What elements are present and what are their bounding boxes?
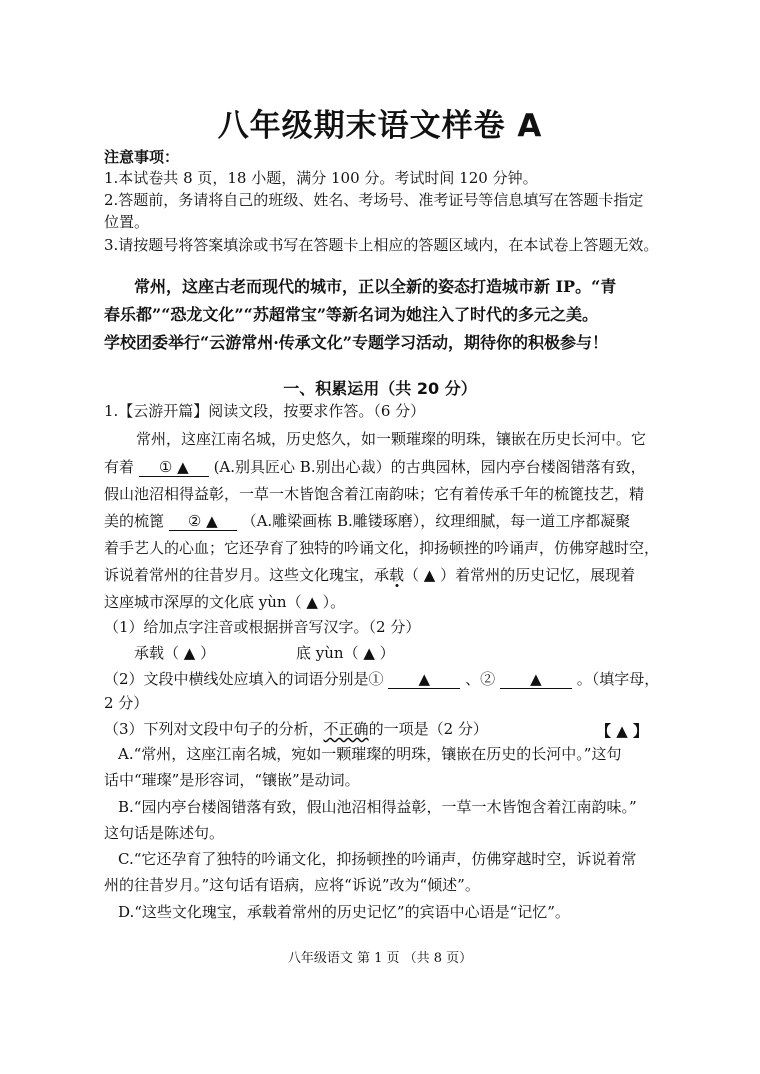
sub-question-2 (104, 666, 659, 693)
option-a-line-1: A.“常州，这座江南名城，宛如一颗璀璨的明珠，镶嵌在历史的长河中。”这句 (118, 745, 622, 763)
passage-line-6 (104, 562, 635, 589)
passage-text: 有着 (104, 458, 135, 476)
page-title: 八年级期末语文样卷 A (217, 108, 543, 144)
blank-1[interactable]: ① ▲ (139, 458, 209, 477)
sub-question-3 (104, 716, 488, 743)
sub2-blank-1[interactable]: ▲ (388, 670, 460, 689)
emphasis-text: 不正确 (323, 720, 369, 738)
intro-line-3: 学校团委举行“云游常州·传承文化”专题学习活动，期待你的积极参与！ (104, 333, 608, 352)
sub-question-1-answer-b[interactable]: 底 yùn（ ▲ ） (296, 644, 395, 662)
sub-question-text: 的一项是（2 分） (368, 720, 488, 738)
option-c-line-1: C.“它还孕育了独特的吟诵文化，抑扬顿挫的吟诵声，仿佛穿越时空，诉说着常 (118, 850, 637, 868)
option-c-line-2: 州的往昔岁月。”这句话有语病，应将“诉说”改为“倾述”。 (104, 876, 480, 894)
sub-question-text: 。（填字母， (576, 670, 660, 688)
passage-line-5: 着手艺人的心血；它还孕育了独特的吟诵文化，抑扬顿挫的吟诵声，仿佛穿越时空， (104, 539, 660, 557)
passage-line-4 (104, 508, 630, 535)
question-1-stem: 1.【云游开篇】阅读文段，按要求作答。（6 分） (104, 402, 426, 420)
notes-item-1: 1.本试卷共 8 页，18 小题，满分 100 分。考试时间 120 分钟。 (104, 169, 538, 187)
option-d: D.“这些文化瑰宝，承载着常州的历史记忆”的宾语中心语是“记忆”。 (118, 903, 570, 921)
section-heading: 一、积累运用（共 20 分） (283, 379, 477, 398)
sub-question-text: （2）文段中横线处应填入的词语分别是① (104, 670, 384, 688)
notes-item-3: 3.请按题号将答案填涂或书写在答题卡上相应的答题区域内，在本试卷上答题无效。 (104, 236, 659, 254)
sub-question-2-score: 2 分） (104, 694, 149, 712)
sub-question-1-answer-a[interactable]: 承载（ ▲ ） (134, 644, 216, 662)
notes-item-2b: 位置。 (104, 213, 150, 231)
sub-question-1: （1）给加点字注音或根据拼音写汉字。（2 分） (104, 618, 421, 636)
passage-line-3: 假山池沼相得益彰，一草一木皆饱含着江南韵味；它有着传承千年的梳篦技艺，精 (104, 485, 645, 503)
intro-line-2: 春乐都”“恐龙文化”“苏超常宝”等新名词为她注入了时代的多元之美。 (104, 305, 599, 324)
passage-text: (A.别具匠心 B.别出心裁）的古典园林，园内亭台楼阁错落有致， (213, 458, 646, 476)
passage-text: 美的梳篦 (104, 512, 165, 530)
passage-line-7: 这座城市深厚的文化底 yùn（ ▲ ）。 (104, 593, 346, 611)
option-b-line-2: 这句话是陈述句。 (104, 824, 225, 842)
notes-heading: 注意事项： (104, 148, 180, 166)
sub-question-text: （3）下列对文段中句子的分析， (104, 720, 324, 738)
passage-text: 诉说着常州的往昔岁月。这些文化瑰宝，承 (104, 566, 390, 584)
option-b-line-1: B.“园内亭台楼阁错落有致，假山池沼相得益彰，一草一木皆饱含着江南韵味。” (118, 798, 637, 816)
blank-2[interactable]: ② ▲ (169, 512, 237, 531)
page-footer: 八年级语文 第 1 页 （共 8 页） (287, 951, 473, 966)
passage-line-2 (104, 454, 646, 481)
dotted-char: 载 (389, 566, 405, 584)
passage-text: （A.雕梁画栋 B.雕镂琢磨），纹理细腻，每一道工序都凝聚 (241, 512, 631, 530)
intro-line-1: 常州，这座古老而现代的城市，正以全新的姿态打造城市新 IP。“青 (134, 277, 617, 296)
sub2-blank-2[interactable]: ▲ (500, 670, 572, 689)
passage-line-1: 常州，这座江南名城，历史悠久，如一颗璀璨的明珠，镶嵌在历史长河中。它 (136, 430, 647, 448)
answer-bracket[interactable]: 【 ▲ 】 (596, 722, 648, 740)
passage-text: （ ▲ ）着常州的历史记忆，展现着 (404, 566, 636, 584)
notes-item-2a: 2.答题前，务请将自己的班级、姓名、考场号、准考证号等信息填写在答题卡指定 (104, 191, 644, 209)
option-a-line-2: 话中“璀璨”是形容词，“镶嵌”是动词。 (104, 771, 360, 789)
sub-question-text: 、② (465, 670, 496, 688)
